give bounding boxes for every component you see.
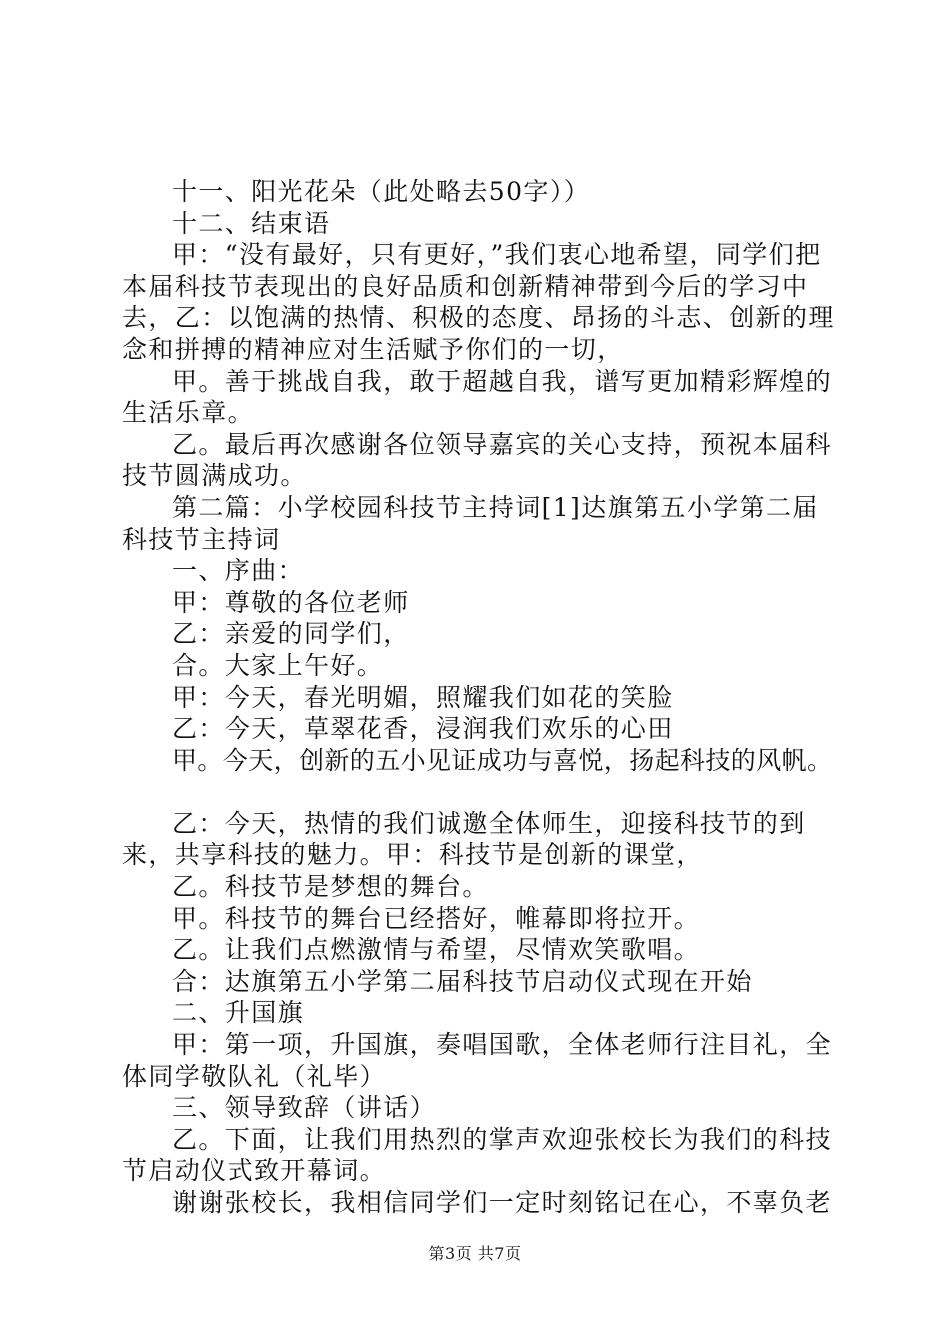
paragraph: 甲。科技节的舞台已经搭好，帷幕即将拉开。 bbox=[172, 903, 701, 933]
paragraph-section-12: 十二、结束语 bbox=[172, 208, 331, 238]
paragraph: 乙。让我们点燃激情与希望，尽情欢笑歌唱。 bbox=[172, 935, 701, 965]
paragraph: 甲：第一项，升国旗，奏唱国歌，全体老师行注目礼，全体同学敬队礼（礼毕） bbox=[122, 1030, 833, 1091]
paragraph: 甲：尊敬的各位老师 bbox=[172, 587, 410, 617]
paragraph: 乙。最后再次感谢各位领导嘉宾的关心支持，预祝本届科技节圆满成功。 bbox=[122, 429, 833, 491]
paragraph: 合。大家上午好。 bbox=[172, 650, 384, 680]
blank-line bbox=[122, 776, 838, 808]
paragraph: 合：达旗第五小学第二届科技节启动仪式现在开始 bbox=[172, 966, 753, 996]
paragraph-section-heading: 三、领导致辞（讲话） bbox=[172, 1093, 437, 1123]
paragraph: 乙：今天，热情的我们诚邀全体师生，迎接科技节的到来，共享科技的魅力。甲：科技节是创新的课堂， bbox=[122, 808, 806, 870]
paragraph: 乙：今天，草翠花香，浸润我们欢乐的心田 bbox=[172, 714, 674, 744]
paragraph: 甲：今天，春光明媚，照耀我们如花的笑脸 bbox=[172, 682, 674, 712]
paragraph-section-heading: 二、升国旗 bbox=[172, 998, 305, 1028]
paragraph: 甲。今天，创新的五小见证成功与喜悦，扬起科技的风帆。 bbox=[172, 745, 833, 775]
paragraph: 乙。下面，让我们用热烈的掌声欢迎张校长为我们的科技节启动仪式致开幕词。 bbox=[122, 1124, 833, 1186]
paragraph: 甲：“没有最好，只有更好，”我们衷心地希望，同学们把本届科技节表现出的良好品质和创新精神带到今后的学习中去，乙：以饱满的热情、积极的态度、昂扬的斗志、创新的理念和拼搏的精神应对生活赋予你们的一切， bbox=[122, 240, 835, 364]
paragraph-section-heading: 一、序曲： bbox=[172, 556, 305, 586]
paragraph: 甲。善于挑战自我，敢于超越自我，谱写更加精彩辉煌的生活乐章。 bbox=[122, 366, 833, 428]
page-number-footer: 第3页 共7页 bbox=[428, 1244, 522, 1263]
paragraph: 乙：亲爱的同学们， bbox=[172, 619, 410, 649]
paragraph-section-11: 十一、阳光花朵（此处略去50字）） bbox=[172, 177, 591, 206]
document-body bbox=[122, 176, 838, 1219]
paragraph-chapter-heading: 第二篇：小学校园科技节主持词[1]达旗第五小学第二届科技节主持词 bbox=[122, 492, 819, 554]
paragraph: 乙。科技节是梦想的舞台。 bbox=[172, 872, 489, 902]
paragraph: 谢谢张校长，我相信同学们一定时刻铭记在心，不辜负老 bbox=[172, 1188, 833, 1217]
